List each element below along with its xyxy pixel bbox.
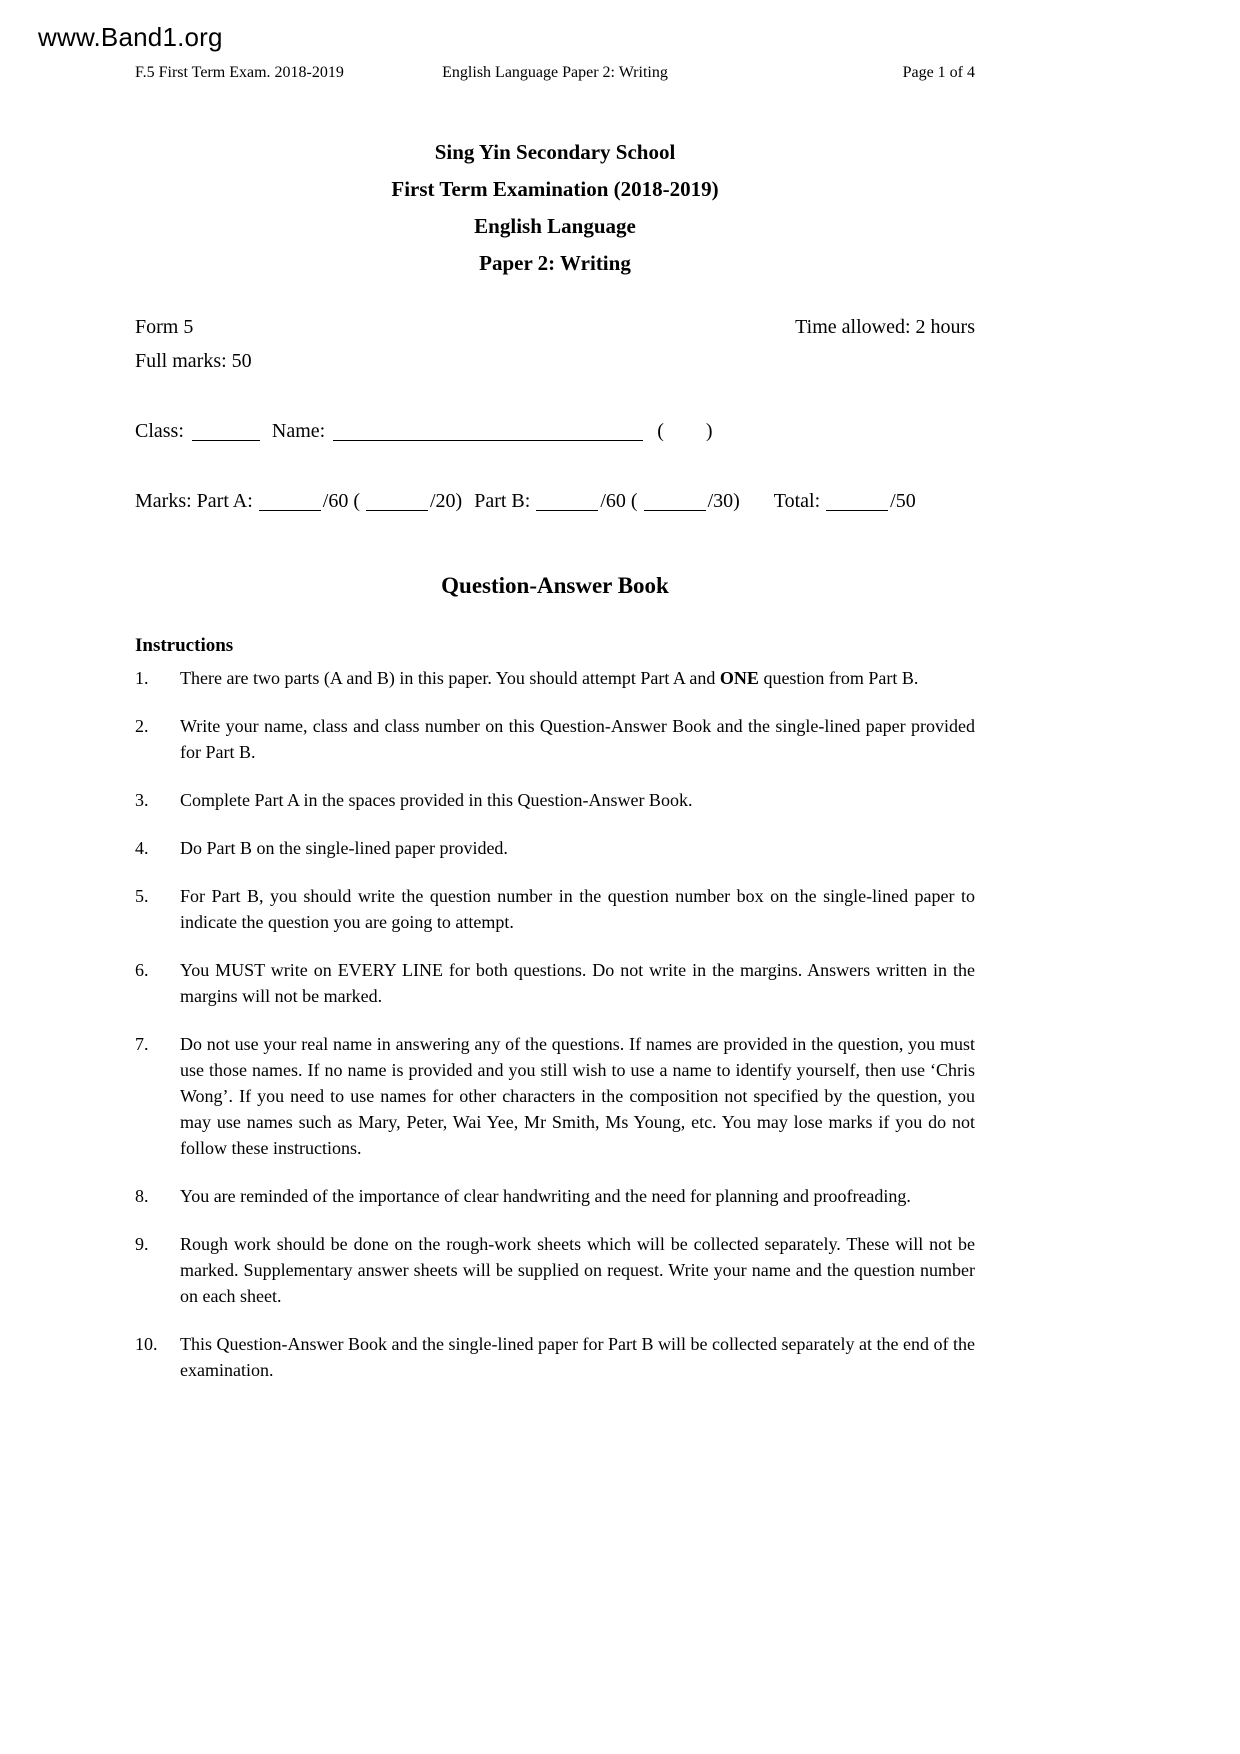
part-a-weighted-denominator: /20) bbox=[430, 490, 463, 512]
part-a-denominator: /60 ( bbox=[322, 490, 360, 512]
instruction-text: You MUST write on EVERY LINE for both questions. Do not write in the margins. Answers written in the margins will not be marked. bbox=[180, 960, 975, 1006]
full-marks-label: Full marks: 50 bbox=[135, 350, 252, 372]
instruction-text: Do Part B on the single-lined paper provided. bbox=[180, 838, 508, 858]
page-header bbox=[135, 64, 975, 82]
part-b-weighted-denominator: /30) bbox=[707, 490, 740, 512]
instruction-number: 10. bbox=[135, 1334, 158, 1354]
part-b-label: Part B: bbox=[474, 490, 531, 512]
instruction-text: This Question-Answer Book and the single-lined paper for Part B will be collected separately at the end of the examination. bbox=[180, 1334, 975, 1380]
total-score-blank bbox=[826, 489, 888, 511]
total-label: Total: bbox=[773, 490, 821, 512]
watermark-band1: www.Band1.org bbox=[38, 22, 223, 52]
instruction-number: 2. bbox=[135, 716, 149, 736]
school-name: Sing Yin Secondary School bbox=[434, 140, 676, 164]
class-label: Class: bbox=[135, 420, 184, 442]
part-b-denominator: /60 ( bbox=[600, 490, 638, 512]
instruction-item bbox=[135, 1331, 975, 1383]
instruction-text: Write your name, class and class number on this Question-Answer Book and the single-lined paper provided for Part B. bbox=[180, 716, 975, 762]
question-answer-book-title: Question-Answer Book bbox=[441, 573, 669, 598]
part-b-weighted-blank bbox=[644, 489, 706, 511]
instruction-number: 8. bbox=[135, 1186, 149, 1206]
instruction-number: 7. bbox=[135, 1034, 149, 1054]
subject-name: English Language bbox=[474, 214, 636, 238]
instruction-number: 1. bbox=[135, 668, 149, 688]
instructions-list bbox=[135, 665, 975, 1383]
instruction-number: 9. bbox=[135, 1234, 149, 1254]
instruction-text: For Part B, you should write the question number in the question number box on the single-lined paper to indicate the question you are going to attempt. bbox=[180, 886, 975, 932]
instruction-item bbox=[135, 835, 975, 861]
instruction-item bbox=[135, 1231, 975, 1309]
instruction-text: Do not use your real name in answering any of the questions. If names are provided in the question, you must use those names. If no name is provided and you still wish to use a name to identify yourself, then use ‘Chris Wong’. If you need to use names for other characters in the composition not specified by the question, you may use names such as Mary, Peter, Wai Yee, Mr Smith, Ms Young, etc. You may lose marks if you do not follow these instructions. bbox=[180, 1034, 975, 1158]
instruction-item bbox=[135, 665, 975, 691]
class-number-paren-close: ) bbox=[705, 420, 713, 442]
instruction-number: 4. bbox=[135, 838, 149, 858]
instruction-text: You are reminded of the importance of clear handwriting and the need for planning and proofreading. bbox=[180, 1186, 911, 1206]
instruction-number: 6. bbox=[135, 960, 149, 980]
part-a-weighted-blank bbox=[366, 489, 428, 511]
instruction-item bbox=[135, 1183, 975, 1209]
time-allowed-label: Time allowed: 2 hours bbox=[795, 316, 975, 338]
form-label: Form 5 bbox=[135, 316, 194, 338]
part-a-score-blank bbox=[259, 489, 321, 511]
instruction-number: 5. bbox=[135, 886, 149, 906]
instruction-text: Complete Part A in the spaces provided in this Question-Answer Book. bbox=[180, 790, 693, 810]
header-paper-title: English Language Paper 2: Writing bbox=[442, 64, 668, 81]
name-label: Name: bbox=[271, 420, 326, 442]
marks-part-a-label: Marks: Part A: bbox=[135, 490, 253, 512]
marks-row bbox=[135, 489, 975, 513]
class-blank-line bbox=[192, 419, 260, 441]
title-block bbox=[135, 140, 975, 276]
name-blank-line bbox=[333, 419, 643, 441]
class-number-paren-open: ( bbox=[657, 420, 664, 442]
instruction-text: There are two parts (A and B) in this paper. You should attempt Part A and ONE question from Part B. bbox=[180, 668, 919, 688]
total-denominator: /50 bbox=[890, 490, 916, 512]
instruction-item bbox=[135, 1031, 975, 1161]
part-b-score-blank bbox=[536, 489, 598, 511]
header-exam-info: F.5 First Term Exam. 2018-2019 bbox=[135, 64, 344, 81]
instruction-text: Rough work should be done on the rough-work sheets which will be collected separately. These will not be marked. Supplementary answer sheets will be supplied on request. Write your name and the question number on each sheet. bbox=[180, 1234, 975, 1306]
instructions-heading: Instructions bbox=[135, 635, 234, 656]
student-info-row bbox=[135, 419, 975, 443]
instruction-item bbox=[135, 787, 975, 813]
instruction-number: 3. bbox=[135, 790, 149, 810]
instruction-item bbox=[135, 713, 975, 765]
paper-name: Paper 2: Writing bbox=[479, 251, 631, 275]
instruction-item bbox=[135, 957, 975, 1009]
instruction-item bbox=[135, 883, 975, 935]
exam-name: First Term Examination (2018-2019) bbox=[391, 177, 719, 201]
meta-row bbox=[135, 316, 975, 339]
header-page-number: Page 1 of 4 bbox=[902, 64, 975, 81]
